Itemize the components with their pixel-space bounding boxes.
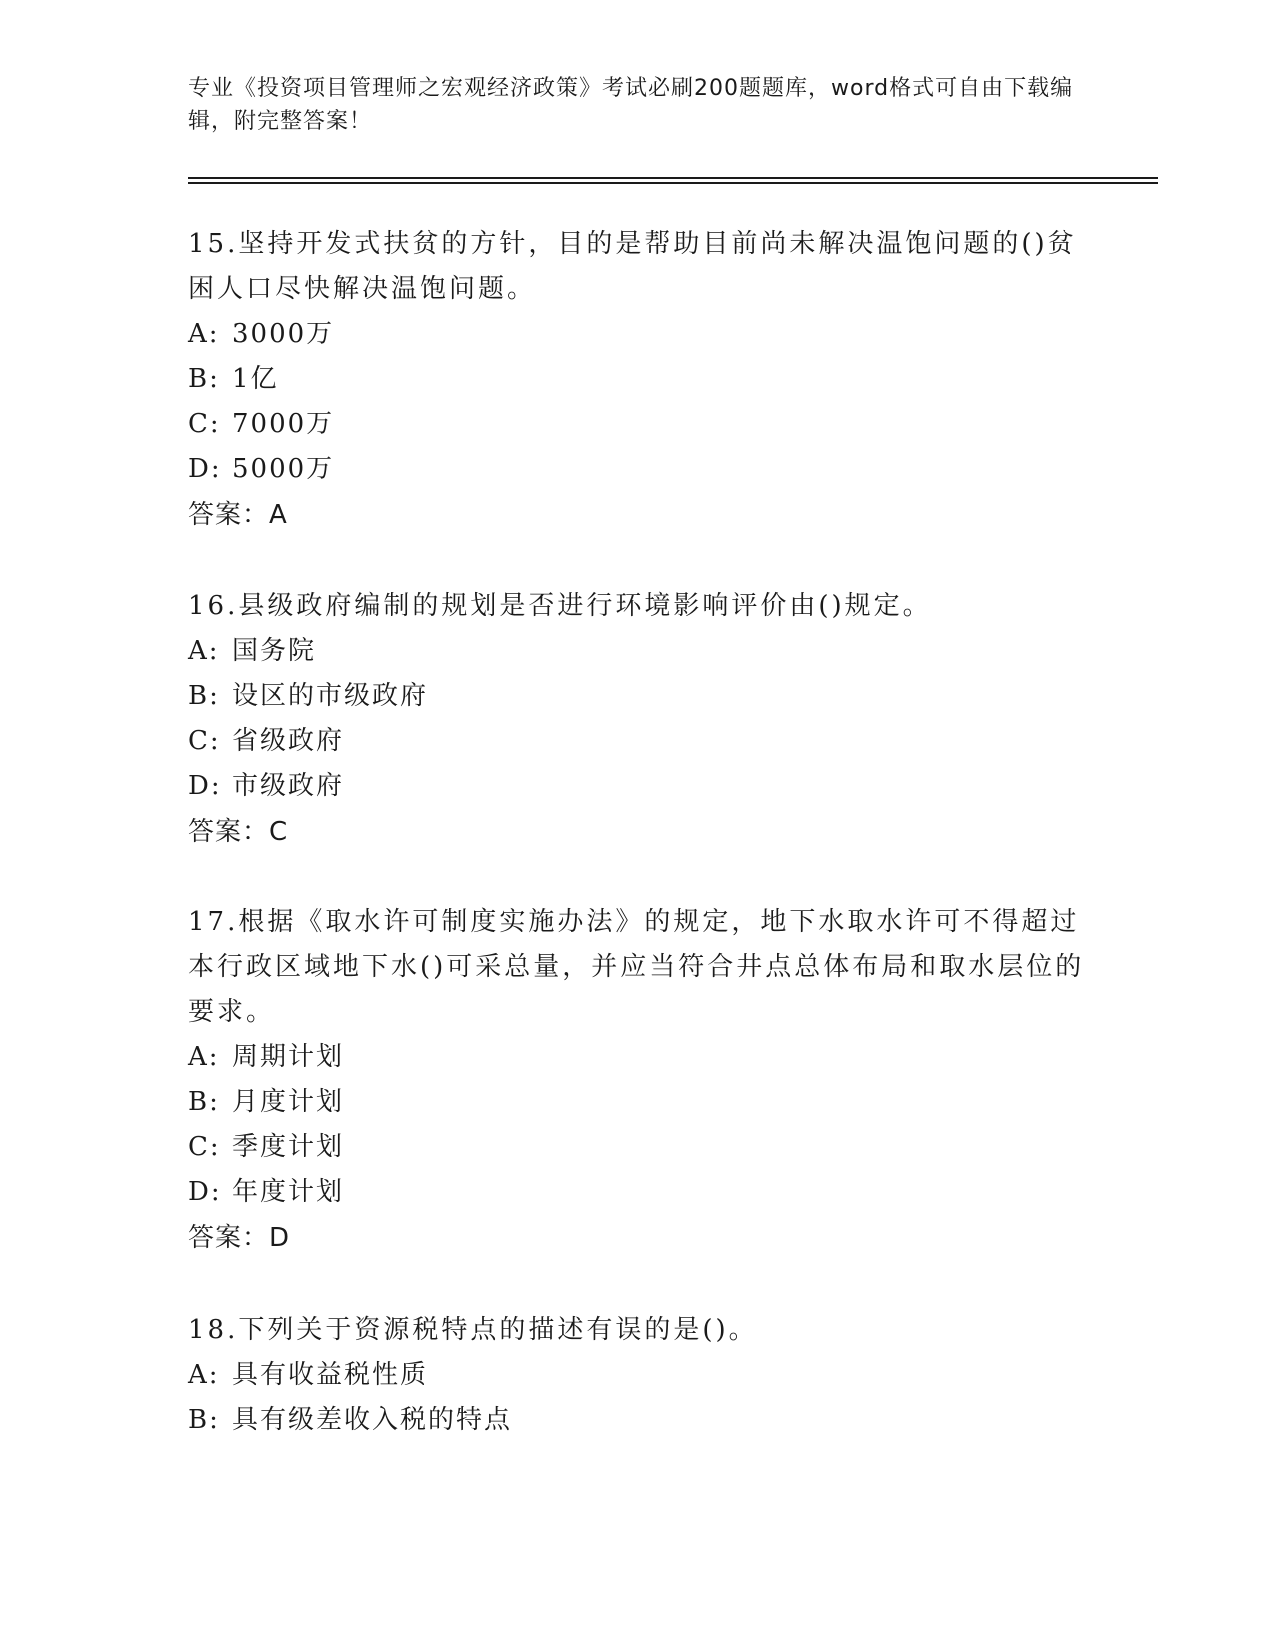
option-letter: B: [188,1087,220,1117]
option-text: 周期计划 [232,1042,345,1072]
question-15 [188,222,1088,538]
option-c [188,719,1088,764]
answer-line: 答案：C [188,817,289,847]
option-b [188,1080,1088,1125]
option-a [188,629,1088,674]
question-17 [188,900,1088,1261]
option-letter: C: [188,1132,221,1162]
option-letter: D: [188,454,222,484]
option-b [188,357,1088,402]
question-text: 18.下列关于资源税特点的描述有误的是()。 [188,1315,758,1345]
option-letter: A: [188,636,220,666]
option-text: 月度计划 [232,1087,345,1117]
option-text: 1亿 [232,364,279,394]
option-text: 省级政府 [232,726,345,756]
option-text: 设区的市级政府 [232,681,429,711]
option-letter: A: [188,1042,220,1072]
option-text: 国务院 [232,636,317,666]
header-divider-line [188,182,1158,184]
option-letter: B: [188,364,220,394]
option-letter: A: [188,319,220,349]
question-18 [188,1308,1088,1443]
option-d [188,764,1088,809]
option-a [188,1035,1088,1080]
option-text: 7000万 [232,409,335,439]
answer-line: 答案：A [188,500,288,530]
option-text: 5000万 [232,454,335,484]
option-text: 3000万 [232,319,335,349]
question-16 [188,584,1088,855]
question-text: 16.县级政府编制的规划是否进行环境影响评价由()规定。 [188,591,932,621]
option-d [188,1170,1088,1215]
option-d [188,447,1088,492]
document-header: 专业《投资项目管理师之宏观经济政策》考试必刷200题题库，word格式可自由下载编辑，附完整答案！ [188,76,1074,134]
option-letter: C: [188,409,221,439]
question-text: 15.坚持开发式扶贫的方针，目的是帮助目前尚未解决温饱问题的()贫困人口尽快解决温饱问题。 [188,229,1077,304]
option-c [188,1125,1088,1170]
option-letter: A: [188,1360,220,1390]
option-a [188,1353,1088,1398]
option-text: 具有级差收入税的特点 [232,1405,513,1435]
option-b [188,674,1088,719]
option-letter: C: [188,726,221,756]
option-letter: D: [188,771,222,801]
option-a [188,312,1088,357]
option-text: 具有收益税性质 [232,1360,429,1390]
answer-line: 答案：D [188,1223,291,1253]
option-text: 季度计划 [232,1132,345,1162]
option-b [188,1398,1088,1443]
option-text: 年度计划 [232,1177,345,1207]
header-divider-line [188,177,1158,179]
option-c [188,402,1088,447]
question-text: 17.根据《取水许可制度实施办法》的规定，地下水取水许可不得超过本行政区域地下水()可采总量，并应当符合井点总体布局和取水层位的要求。 [188,907,1085,1027]
option-letter: B: [188,1405,220,1435]
option-letter: D: [188,1177,222,1207]
option-letter: B: [188,681,220,711]
option-text: 市级政府 [232,771,345,801]
